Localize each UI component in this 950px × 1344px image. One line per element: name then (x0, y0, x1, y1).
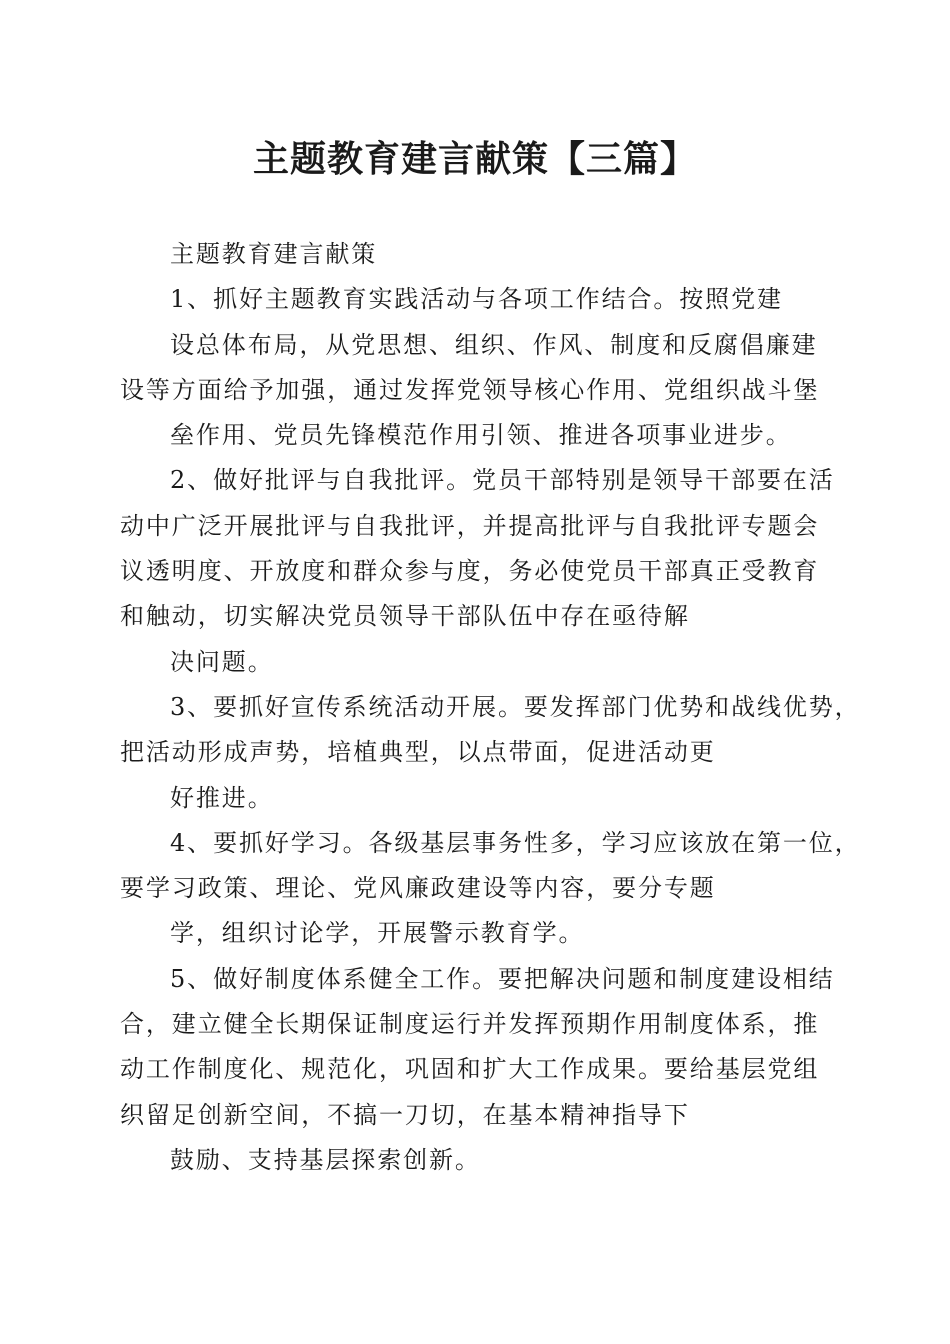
body-line: 鼓励、支持基层探索创新。 (170, 1145, 481, 1174)
document-body (120, 232, 861, 1183)
body-line: 要学习政策、理论、党风廉政建设等内容，要分专题 (120, 874, 716, 903)
body-line: 5、做好制度体系健全工作。要把解决问题和制度建设相结 (170, 964, 835, 993)
body-line: 好推进。 (170, 783, 274, 812)
body-line: 3、要抓好宣传系统活动开展。要发挥部门优势和战线优势， (170, 692, 861, 721)
body-line: 合，建立健全长期保证制度运行并发挥预期作用制度体系，推 (120, 1010, 820, 1039)
document-title: 主题教育建言献策【三篇】 (252, 138, 697, 180)
body-line: 主题教育建言献策 (170, 240, 378, 268)
body-line: 4、要抓好学习。各级基层事务性多，学习应该放在第一位， (170, 828, 861, 857)
body-line: 把活动形成声势，培植典型，以点带面，促进活动更 (120, 738, 716, 767)
body-line: 1、抓好主题教育实践活动与各项工作结合。按照党建 (170, 285, 783, 314)
body-line: 和触动，切实解决党员领导干部队伍中存在亟待解 (120, 602, 690, 631)
body-line: 织留足创新空间，不搞一刀切，在基本精神指导下 (120, 1100, 690, 1129)
body-line: 决问题。 (170, 647, 274, 676)
body-line: 动工作制度化、规范化，巩固和扩大工作成果。要给基层党组 (120, 1055, 820, 1084)
body-line: 议透明度、开放度和群众参与度，务必使党员干部真正受教育 (120, 557, 820, 586)
body-line: 垒作用、党员先锋模范作用引领、推进各项事业进步。 (170, 421, 792, 450)
body-line: 动中广泛开展批评与自我批评，并提高批评与自我批评专题会 (120, 511, 820, 540)
body-line: 2、做好批评与自我批评。党员干部特别是领导干部要在活 (170, 466, 835, 495)
body-line: 设等方面给予加强，通过发挥党领导核心作用、党组织战斗堡 (120, 375, 820, 404)
body-line: 设总体布局，从党思想、组织、作风、制度和反腐倡廉建 (170, 330, 818, 359)
body-line: 学，组织讨论学，开展警示教育学。 (170, 919, 585, 948)
